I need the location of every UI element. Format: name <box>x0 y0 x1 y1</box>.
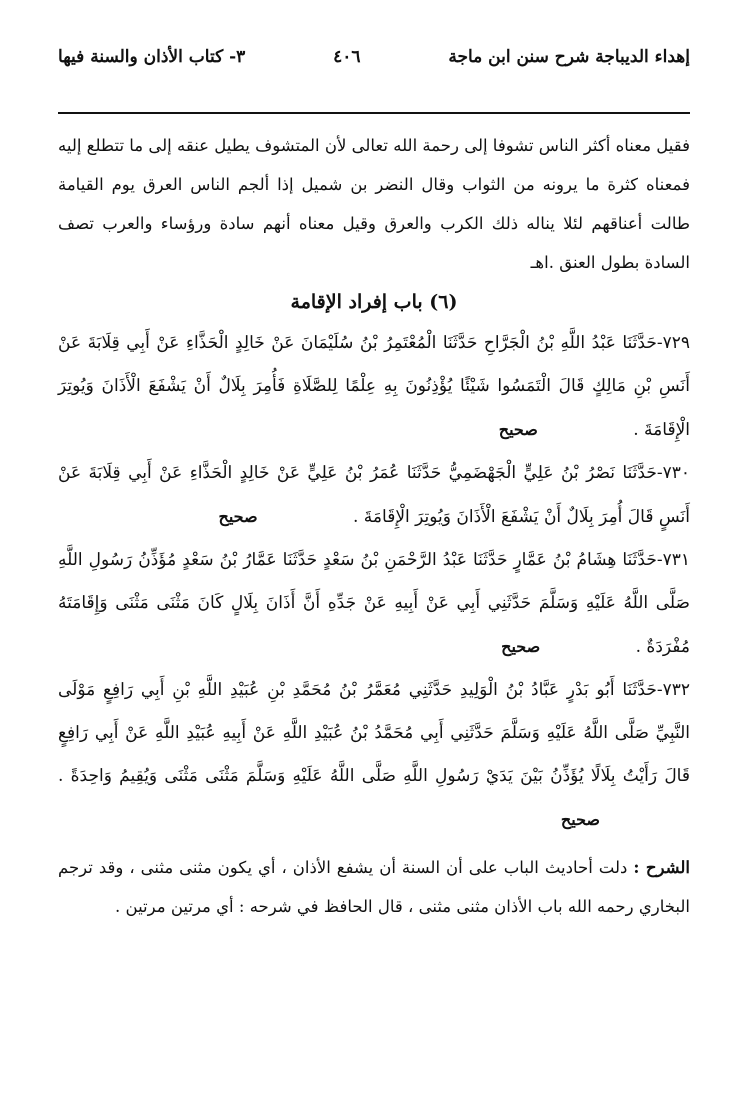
commentary-text: دلت أحاديث الباب على أن السنة أن يشفع الأذان ، أي يكون مثنى مثنى ، وقد ترجم البخاري رحمه الله باب الأذان مثنى مثنى ، قال الحافظ في شرحه : أي مرتين مرتين . <box>58 858 690 916</box>
grade-badge: صحيح <box>560 810 600 829</box>
page-header <box>58 40 690 74</box>
grade-badge: صحيح <box>501 637 541 656</box>
book-page <box>58 40 690 926</box>
hadith-730 <box>58 452 690 539</box>
book-title: إهداء الديباجة شرح سنن ابن ماجة <box>448 47 690 67</box>
grade-badge: صحيح <box>218 507 258 526</box>
hadith-text: ٧٣١-حَدَّثَنَا هِشَامُ بْنُ عَمَّارٍ حَدَّثَنَا عَبْدُ الرَّحْمَنِ بْنُ سَعْدٍ حَدَّثَنَا عَمَّارُ بْنُ سَعْدٍ مُؤَذِّنُ رَسُولِ اللَّهِ صَلَّى اللَّهُ عَلَيْهِ وَسَلَّمَ حَدَّثَنِي أَبِي عَنْ أَبِيهِ عَنْ جَدِّهِ أَنَّ أَذَانَ بِلَالٍ كَانَ مَثْنَى مَثْنَى وَإِقَامَتَهُ مُفْرَدَةٌ . <box>58 550 690 657</box>
commentary-label: الشرح : <box>633 858 690 877</box>
hadith-text: ٧٣٢-حَدَّثَنَا أَبُو بَدْرٍ عَبَّادُ بْنُ الْوَلِيدِ حَدَّثَنِي مُعَمَّرُ بْنُ مُحَمَّدِ بْنِ عُبَيْدِ اللَّهِ بْنِ أَبِي رَافِعٍ مَوْلَى النَّبِيِّ صَلَّى اللَّهُ عَلَيْهِ وَسَلَّمَ حَدَّثَنِي أَبِي مُحَمَّدُ بْنُ عُبَيْدِ اللَّهِ عَنْ أَبِيهِ عُبَيْدِ اللَّهِ عَنْ أَبِي رَافِعٍ قَالَ رَأَيْتُ بِلَالًا يُؤَذِّنُ بَيْنَ يَدَيْ رَسُولِ اللَّهِ صَلَّى اللَّهُ عَلَيْهِ وَسَلَّمَ مَثْنَى مَثْنَى وَيُقِيمُ وَاحِدَةً . <box>58 680 690 786</box>
commentary <box>58 848 690 926</box>
hadith-text: ٧٢٩-حَدَّثَنَا عَبْدُ اللَّهِ بْنُ الْجَرَّاحِ حَدَّثَنَا الْمُعْتَمِرُ بْنُ سُلَيْمَانَ عَنْ خَالِدٍ الْحَذَّاءِ عَنْ أَبِي قِلَابَةَ عَنْ أَنَسِ بْنِ مَالِكٍ قَالَ الْتَمَسُوا شَيْئًا يُؤْذِنُونَ بِهِ عِلْمًا لِلصَّلَاةِ فَأُمِرَ بِلَالٌ أَنْ يَشْفَعَ الْأَذَانَ وَيُوتِرَ الْإِقَامَةَ . <box>58 333 690 440</box>
chapter-title: (٦) باب إفراد الإقامة <box>290 291 458 313</box>
hadith-text: ٧٣٠-حَدَّثَنَا نَصْرُ بْنُ عَلِيٍّ الْجَهْضَمِيُّ حَدَّثَنَا عُمَرُ بْنُ عَلِيٍّ عَنْ خَالِدٍ الْحَذَّاءِ عَنْ أَبِي قِلَابَةَ عَنْ أَنَسٍ قَالَ أُمِرَ بِلَالٌ أَنْ يَشْفَعَ الْأَذَانَ وَيُوتِرَ الْإِقَامَةَ . <box>58 463 690 527</box>
grade-badge: صحيح <box>498 420 538 439</box>
intro-paragraph: فقيل معناه أكثر الناس تشوفا إلى رحمة الله تعالى لأن المتشوف يطيل عنقه إلى ما تتطلع إليه فمعناه كثرة ما يرونه من الثواب وقال النضر بن شميل إذا ألجم الناس العرق يوم القيامة طالت أعناقهم لئلا يناله ذلك الكرب والعرق وقيل معناه أنهم سادة ورؤساء والعرب تصف السادة بطول العنق .اهـ <box>58 136 690 272</box>
section-title: ٣- كتاب الأذان والسنة فيها <box>58 47 246 67</box>
hadith-732 <box>58 669 690 842</box>
page-number: ٤٠٦ <box>333 47 361 67</box>
header-divider <box>58 112 690 114</box>
hadith-731 <box>58 539 690 669</box>
hadith-729 <box>58 322 690 452</box>
